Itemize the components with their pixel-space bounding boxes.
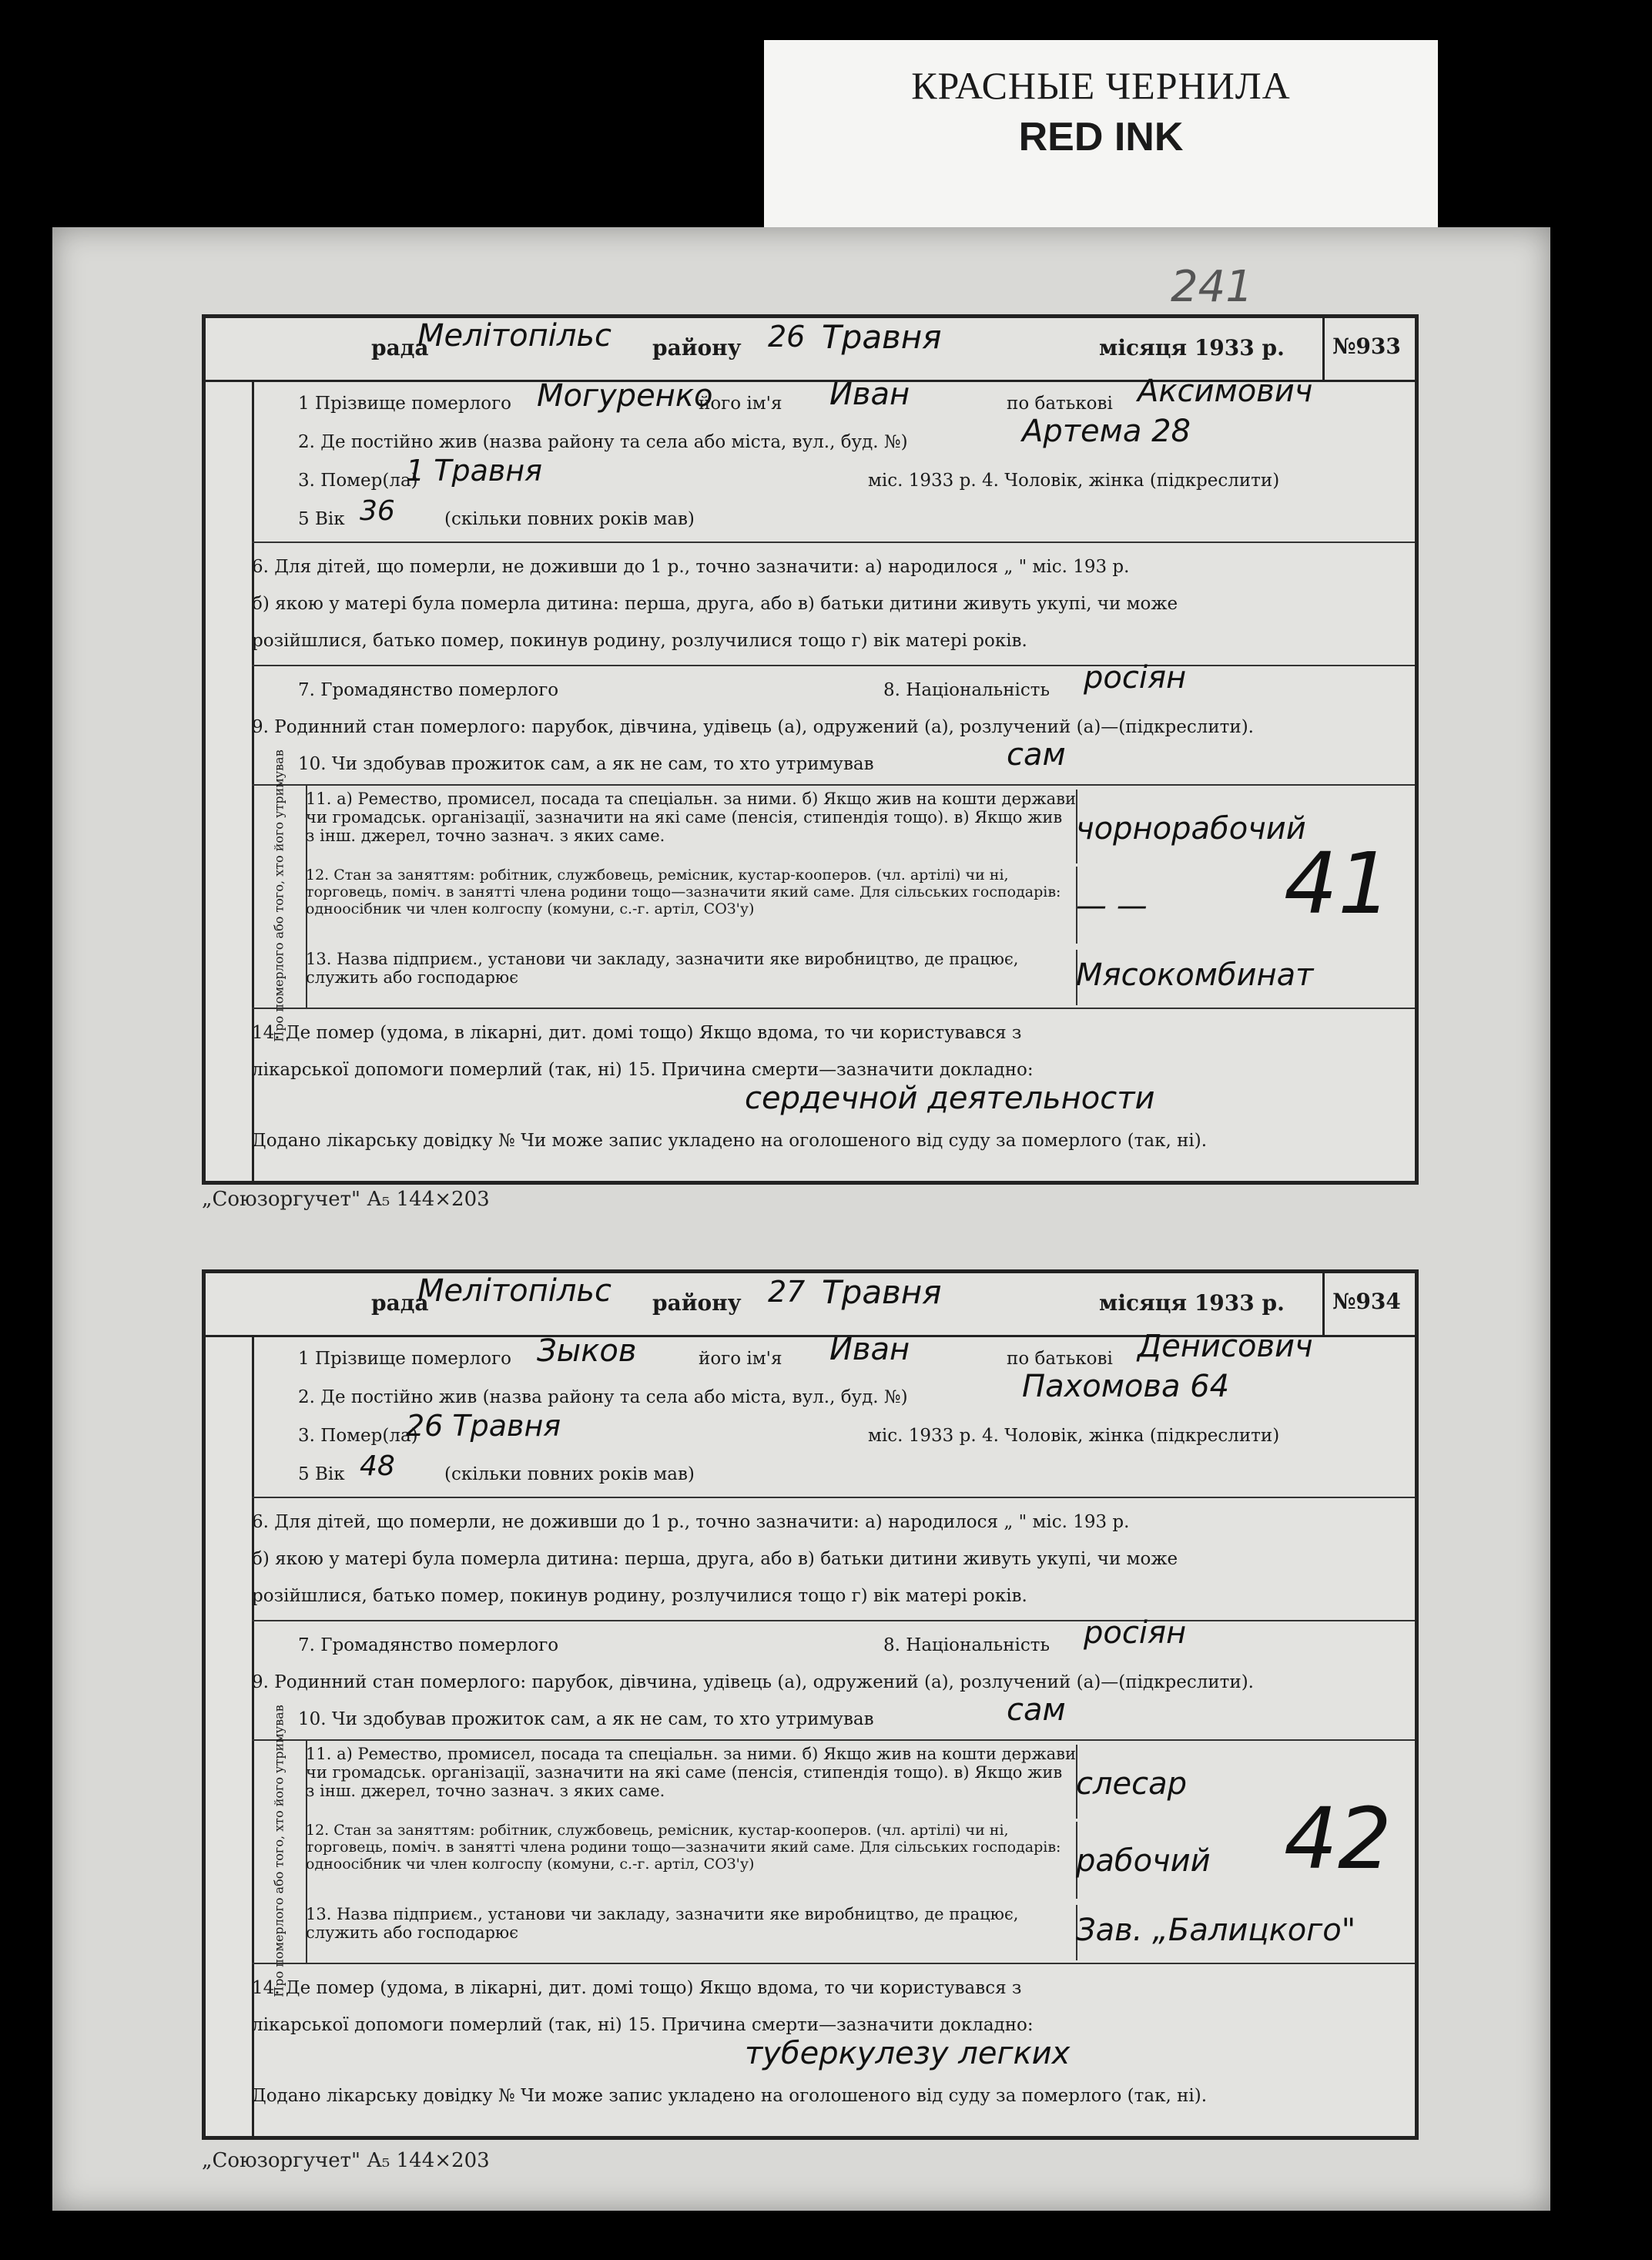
row-11: 11. а) Ремество, промисел, посада та спеціальн. за ними. б) Якщо жив на кошти держави чи громадськ. організації, зазначити на які саме (пенсія, стипендія тощо). в) Якщо жив з інш. джерел, точно зазнач. з яких саме.	[306, 790, 1077, 863]
age-value: 36	[360, 495, 395, 527]
death-record-form-2	[202, 1269, 1419, 2140]
district-handwritten: Мелітопільс	[417, 318, 612, 354]
row-9: 9. Родинний стан померлого: парубок, дівчина, удівець (а), одружений (а), розлучений (а)—(підкреслити).	[252, 717, 1254, 737]
code-value: 42	[1284, 1789, 1392, 1888]
row-16: Додано лікарську довідку № Чи може запис укладено на оголошеного від суду за померлого (так, ні).	[252, 2086, 1208, 2106]
row-6b: б) якою у матері була померла дитина: перша, друга, або в) батьки дитини живуть укупі, чи може	[252, 594, 1178, 614]
occupation-side-label: Про померлого або того, хто його утримував	[271, 749, 287, 1042]
address-value: Артема 28	[1022, 414, 1191, 449]
occupation-side-label: Про померлого або того, хто його утримував	[271, 1705, 287, 1997]
row-16: Додано лікарську довідку № Чи може запис укладено на оголошеного від суду за померлого (так, ні).	[252, 1131, 1208, 1151]
month-year-label: місяця 1933 р.	[1099, 335, 1285, 360]
address-label: 2. Де постійно жив (назва району та села або міста, вул., буд. №)	[298, 432, 908, 452]
row-15: лікарської допомоги померлий (так, ні) 15. Причина смерти—зазначити докладно:	[252, 2015, 1034, 2035]
surname-value: Зыков	[537, 1333, 637, 1369]
form-header	[206, 318, 1415, 382]
row-14: 14. Де помер (удома, в лікарні, дит. домі тощо) Якщо вдома, то чи користувався з	[252, 1978, 1022, 1998]
row-6a: 6. Для дітей, що померли, не доживши до 1 р., точно зазначити: а) народилося „ " міс. 193 р.	[252, 1512, 1130, 1532]
citizenship-label: 7. Громадянство померлого	[298, 680, 559, 700]
cause-value: сердечной деятельности	[745, 1081, 1155, 1116]
side-title-column	[206, 1335, 254, 2136]
divider	[252, 1739, 1415, 1741]
citizenship-label: 7. Громадянство померлого	[298, 1635, 559, 1655]
footer-stamp-1: „Союзоргучет" А₅ 144×203	[202, 1188, 490, 1211]
row-6c: розійшлися, батько помер, покинув родину, розлучилися тощо г) вік матері років.	[252, 631, 1027, 651]
surname-label: 1 Прізвище померлого	[298, 1349, 511, 1369]
row-13: 13. Назва підприєм., установи чи закладу, зазначити яке виробництво, де працює, служить або господарює	[306, 950, 1077, 1005]
row-6b: б) якою у матері була померла дитина: перша, друга, або в) батьки дитини живуть укупі, чи може	[252, 1549, 1178, 1569]
row-12: 12. Стан за заняттям: робітник, службовець, ремісник, кустар-кооперов. (чл. артілі) чи ні, торговець, поміч. в занятті члена родини тощо—зазначити який саме. Для сільських господарів: одноосібник чи член колгоспу (комуни, с.-г. артіл, СОЗ'у)	[306, 867, 1077, 944]
row-6c: розійшлися, батько помер, покинув родину, розлучилися тощо г) вік матері років.	[252, 1586, 1027, 1606]
divider	[252, 1620, 1415, 1621]
page-number: 241	[1171, 262, 1253, 312]
divider	[252, 1497, 1415, 1498]
death-label: 3. Помер(ла)	[298, 1426, 418, 1446]
divider	[252, 784, 1415, 786]
footer-stamp-2: „Союзоргучет" А₅ 144×203	[202, 2149, 490, 2172]
row-6a: 6. Для дітей, що померли, не доживши до 1 р., точно зазначити: а) народилося „ " міс. 193 р.	[252, 557, 1130, 577]
support-label: 10. Чи здобував прожиток сам, а як не сам, то хто утримував	[298, 1709, 874, 1729]
month-year-label: місяця 1933 р.	[1099, 1290, 1285, 1316]
nationality-label: 8. Національність	[883, 680, 1051, 700]
patronymic-value: Денисович	[1138, 1329, 1313, 1364]
occupation-side	[252, 749, 307, 1042]
name-label: його ім'я	[699, 394, 782, 414]
row-12: 12. Стан за заняттям: робітник, службовець, ремісник, кустар-кооперов. (чл. артілі) чи ні, торговець, поміч. в занятті члена родини тощо—зазначити який саме. Для сільських господарів: одноосібник чи член колгоспу (комуни, с.-г. артіл, СОЗ'у)	[306, 1822, 1077, 1899]
record-number: №934	[1322, 1273, 1415, 1335]
workplace-value: Зав. „Балицкого"	[1076, 1913, 1356, 1948]
rada-label: рада	[371, 335, 429, 360]
record-number: №933	[1322, 318, 1415, 380]
rada-label: рада	[371, 1290, 429, 1316]
row-13: 13. Назва підприєм., установи чи закладу, зазначити яке виробництво, де працює, служить або господарює	[306, 1905, 1077, 1960]
form-header	[206, 1273, 1415, 1337]
occupation-side	[252, 1705, 307, 1997]
name-value: Иван	[829, 377, 910, 412]
divider	[252, 1008, 1415, 1009]
row-14: 14. Де помер (удома, в лікарні, дит. домі тощо) Якщо вдома, то чи користувався з	[252, 1023, 1022, 1043]
label-ru: КРАСНЫЕ ЧЕРНИЛА	[911, 64, 1291, 107]
status-value: рабочий	[1076, 1843, 1211, 1879]
death-date-value: 26 Травня	[406, 1409, 561, 1443]
name-value: Иван	[829, 1332, 910, 1367]
surname-label: 1 Прізвище померлого	[298, 394, 511, 414]
death-record-form-1	[202, 314, 1419, 1185]
cause-value: туберкулезу легких	[745, 2036, 1071, 2071]
day-handwritten: 26	[768, 320, 806, 354]
month-handwritten: Травня	[822, 1273, 942, 1311]
nationality-value: росіян	[1084, 660, 1187, 696]
sex-label: міс. 1933 р. 4. Чоловік, жінка (підкреслити)	[868, 471, 1280, 491]
occupation-value: чорнорабочий	[1076, 811, 1306, 847]
patronymic-label: по батькові	[1007, 1349, 1113, 1369]
label-en: RED INK	[1018, 115, 1184, 159]
sex-label: міс. 1933 р. 4. Чоловік, жінка (підкреслити)	[868, 1426, 1280, 1446]
age-note: (скільки повних років мав)	[444, 509, 695, 529]
row-15: лікарської допомоги померлий (так, ні) 15. Причина смерти—зазначити докладно:	[252, 1060, 1034, 1080]
divider	[252, 665, 1415, 666]
side-title-column	[206, 380, 254, 1181]
nationality-label: 8. Національність	[883, 1635, 1051, 1655]
divider	[252, 542, 1415, 543]
occupation-value: слесар	[1076, 1766, 1188, 1802]
raionu-label: району	[652, 335, 742, 360]
support-value: сам	[1007, 737, 1066, 773]
status-value: — —	[1076, 888, 1148, 924]
patronymic-label: по батькові	[1007, 394, 1113, 414]
surname-value: Могуренко	[537, 378, 713, 414]
age-label: 5 Вік	[298, 1464, 345, 1484]
age-note: (скільки повних років мав)	[444, 1464, 695, 1484]
name-label: його ім'я	[699, 1349, 782, 1369]
code-value: 41	[1284, 834, 1392, 933]
red-ink-label	[764, 40, 1438, 230]
address-label: 2. Де постійно жив (назва району та села або міста, вул., буд. №)	[298, 1387, 908, 1407]
death-label: 3. Помер(ла)	[298, 471, 418, 491]
age-value: 48	[360, 1450, 395, 1482]
divider	[252, 1963, 1415, 1964]
district-handwritten: Мелітопільс	[417, 1273, 612, 1309]
day-handwritten: 27	[768, 1275, 806, 1309]
age-label: 5 Вік	[298, 509, 345, 529]
workplace-value: Мясокомбинат	[1076, 957, 1314, 993]
row-9: 9. Родинний стан померлого: парубок, дівчина, удівець (а), одружений (а), розлучений (а)—(підкреслити).	[252, 1672, 1254, 1692]
row-11: 11. а) Ремество, промисел, посада та спеціальн. за ними. б) Якщо жив на кошти держави чи громадськ. організації, зазначити на які саме (пенсія, стипендія тощо). в) Якщо жив з інш. джерел, точно зазнач. з яких саме.	[306, 1745, 1077, 1819]
patronymic-value: Аксимович	[1138, 374, 1313, 409]
support-value: сам	[1007, 1692, 1066, 1728]
nationality-value: росіян	[1084, 1615, 1187, 1651]
raionu-label: району	[652, 1290, 742, 1316]
month-handwritten: Травня	[822, 318, 942, 356]
death-date-value: 1 Травня	[406, 454, 542, 488]
address-value: Пахомова 64	[1022, 1369, 1230, 1404]
support-label: 10. Чи здобував прожиток сам, а як не сам, то хто утримував	[298, 754, 874, 774]
